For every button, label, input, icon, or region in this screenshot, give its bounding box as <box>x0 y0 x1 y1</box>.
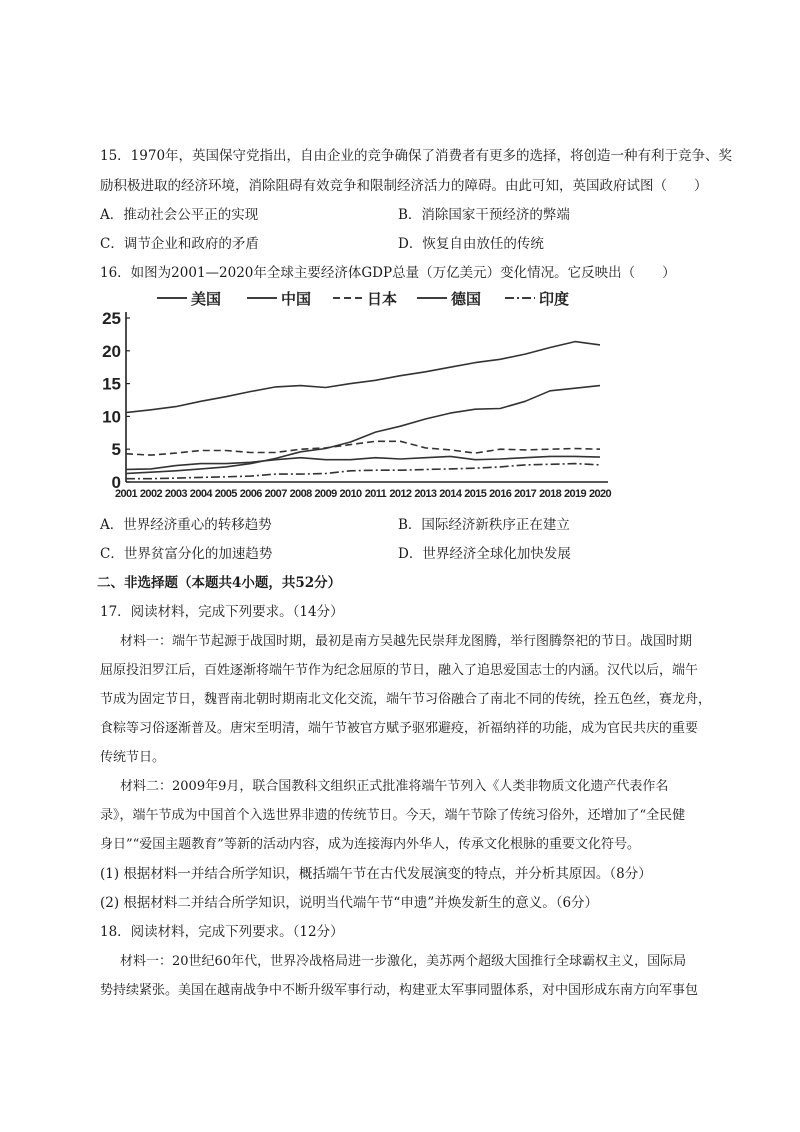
q17-stem: 17．阅读材料，完成下列要求。（14分） <box>100 604 344 620</box>
q16-option-a: A．世界经济重心的转移趋势 <box>100 517 272 533</box>
series-line-中国 <box>126 386 600 474</box>
y-tick-label: 25 <box>102 309 121 328</box>
x-tick-label: 2018 <box>539 488 562 500</box>
x-tick-label: 2017 <box>514 488 537 500</box>
x-tick-label: 2008 <box>289 488 312 500</box>
section-heading: 二、非选择题（本题共4小题，共52分） <box>97 575 342 591</box>
q17-m2-line: 身日”“爱国主题教育”等新的活动内容，成为连接海内外华人，传承文化根脉的重要文化符号。 <box>100 837 640 852</box>
q17-m1-line: 屈原投汨罗江后，百姓逐渐将端午节作为纪念屈原的节日，融入了追思爱国志士的内涵。汉代以后，端午 <box>100 663 699 678</box>
x-tick-label: 2011 <box>364 488 387 500</box>
legend-label: 美国 <box>191 291 222 308</box>
series-line-日本 <box>126 441 600 455</box>
q15-option-c: C．调节企业和政府的矛盾 <box>100 236 259 252</box>
q16-option-c: C．世界贫富分化的加速趋势 <box>100 546 273 562</box>
series-line-美国 <box>126 342 600 413</box>
q15-stem-line2: 励积极进取的经济环境，消除阻碍有效竞争和限制经济活力的障碍。由此可知，英国政府试图（ ） <box>100 178 708 194</box>
x-tick-label: 2016 <box>489 488 512 500</box>
q18-stem: 18．阅读材料，完成下列要求。（12分） <box>100 924 344 940</box>
gdp-line-chart <box>95 288 625 504</box>
y-tick-label: 20 <box>102 341 121 361</box>
q16-stem: 16．如图为2001—2020年全球主要经济体GDP总量（万亿美元）变化情况。它反映出（ ） <box>100 265 676 281</box>
x-tick-label: 2006 <box>239 488 262 500</box>
q16-option-d: D．世界经济全球化加快发展 <box>398 546 571 562</box>
x-tick-label: 2013 <box>414 488 437 500</box>
q17-m1-line: 节成为固定节日，魏晋南北朝时期南北文化交流，端午节习俗融合了南北不同的传统，拴五色丝，赛龙舟， <box>100 692 712 707</box>
chart-lines <box>126 342 600 479</box>
legend-label: 印度 <box>539 291 570 308</box>
q17-m2-line: 录》，端午节成为中国首个入选世界非遗的传统节日。今天，端午节除了传统习俗外，还增加了“全民健 <box>100 808 686 823</box>
x-tick-label: 2001 <box>114 488 138 500</box>
y-tick-label: 10 <box>102 407 121 427</box>
q17-subquestion-1: (1) 根据材料一并结合所学知识，概括端午节在古代发展演变的特点，并分析其原因。（8分） <box>100 866 652 882</box>
y-tick-label: 15 <box>102 374 121 394</box>
q18-m1-line: 势持续紧张。美国在越南战争中不断升级军事行动，构建亚太军事同盟体系，对中国形成东南方向军事包 <box>100 983 699 998</box>
x-tick-label: 2005 <box>214 488 237 500</box>
legend-label: 德国 <box>451 291 482 308</box>
series-line-印度 <box>126 464 600 479</box>
x-tick-label: 2009 <box>314 488 337 500</box>
q17-m1-line: 传统节日。 <box>100 750 166 765</box>
q17-m2-line: 材料二：2009年9月，联合国教科文组织正式批准将端午节列入《人类非物质文化遗产代表作名 <box>120 779 669 794</box>
q17-subquestion-2: (2) 根据材料二并结合所学知识，说明当代端午节“申遗”并焕发新生的意义。（6分） <box>100 895 599 911</box>
x-tick-label: 2004 <box>189 488 212 500</box>
x-tick-label: 2007 <box>264 488 287 500</box>
q18-m1-line: 材料一：20世纪60年代，世界冷战格局进一步激化，美苏两个超级大国推行全球霸权主义，国际局 <box>120 954 687 969</box>
legend-label: 中国 <box>281 291 312 308</box>
x-tick-label: 2010 <box>339 488 362 500</box>
x-tick-label: 2002 <box>139 488 162 500</box>
y-tick-label: 5 <box>111 440 121 460</box>
q17-m1-line: 材料一：端午节起源于战国时期，最初是南方吴越先民崇拜龙图腾，举行图腾祭祀的节日。战国时期 <box>120 634 693 649</box>
q15-option-b: B．消除国家干预经济的弊端 <box>398 207 570 223</box>
q15-option-d: D．恢复自由放任的传统 <box>398 236 544 252</box>
q15-stem-line1: 15．1970年，英国保守党指出，自由企业的竞争确保了消费者有更多的选择，将创造一种有利于竞争、奖 <box>100 148 733 164</box>
x-tick-label: 2020 <box>588 488 612 500</box>
x-tick-label: 2012 <box>389 488 412 500</box>
x-tick-label: 2015 <box>464 488 487 500</box>
x-tick-label: 2019 <box>564 488 587 500</box>
y-tick-label: 0 <box>111 473 121 492</box>
chart-legend <box>157 290 569 308</box>
series-line-德国 <box>126 456 600 469</box>
x-tick-label: 2014 <box>439 488 462 500</box>
x-tick-label: 2003 <box>164 488 187 500</box>
q17-m1-line: 食粽等习俗逐渐普及。唐宋至明清，端午节被官方赋予驱邪避疫，祈福纳祥的功能，成为官民共庆的重要 <box>100 721 699 736</box>
q16-option-b: B．国际经济新秩序正在建立 <box>398 517 570 533</box>
legend-label: 日本 <box>367 291 398 308</box>
q15-option-a: A．推动社会公平正的实现 <box>100 207 259 223</box>
